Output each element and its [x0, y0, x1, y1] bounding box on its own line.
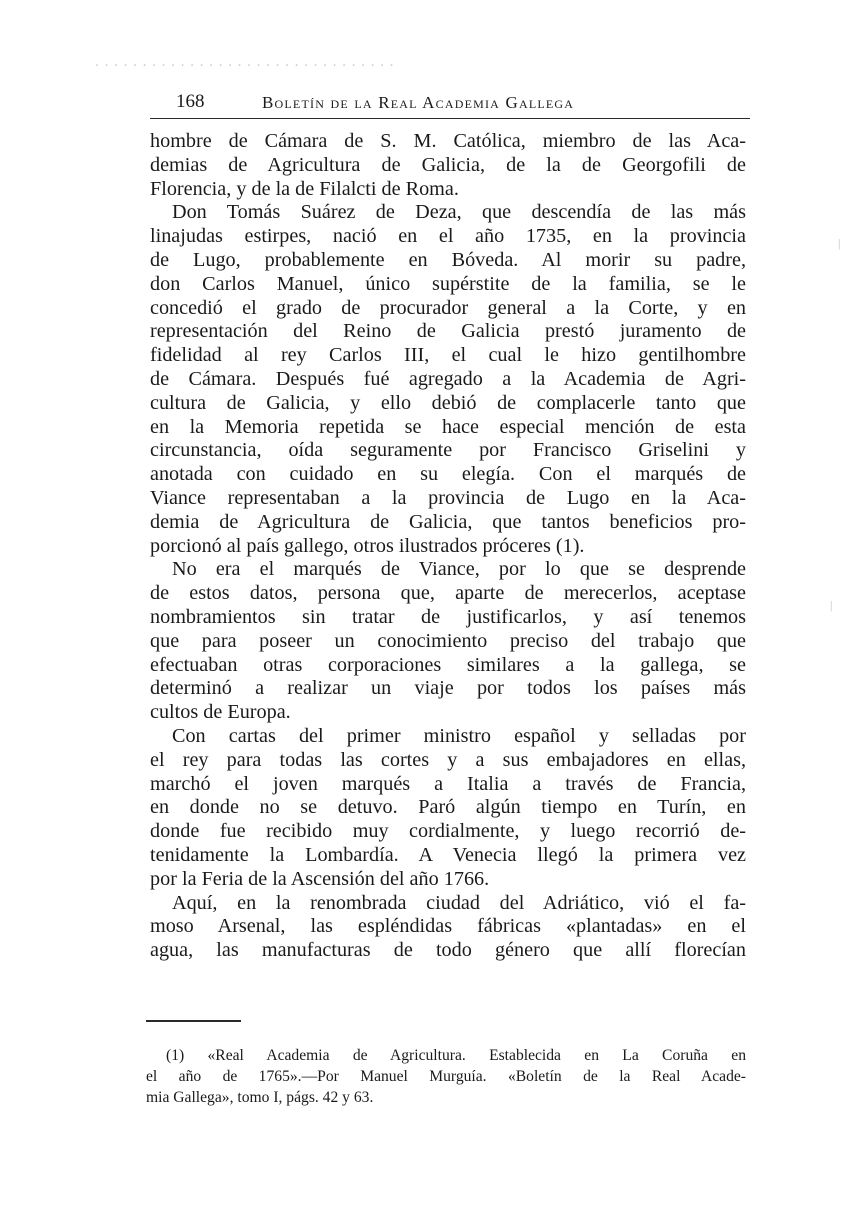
body-line: determinó a realizar un viaje por todos los países más	[150, 677, 746, 700]
body-line: porcionó al país gallego, otros ilustrados próceres (1).	[150, 534, 585, 557]
body-line: el rey para todas las cortes y a sus embajadores en ellas,	[150, 748, 746, 771]
body-line: de Cámara. Después fué agregado a la Academia de Agri-	[150, 367, 746, 390]
body-line: en donde no se detuvo. Paró algún tiempo en Turín, en	[150, 796, 746, 819]
body-line: demias de Agricultura de Galicia, de la de Georgofili de	[150, 153, 746, 176]
body-line: en la Memoria repetida se hace especial mención de esta	[150, 415, 746, 438]
body-line: cultura de Galicia, y ello debió de complacerle tanto que	[150, 391, 746, 414]
body-line: representación del Reino de Galicia prestó juramento de	[150, 320, 746, 343]
page-header	[176, 88, 750, 120]
footnote-line: (1) «Real Academia de Agricultura. Establecida en La Coruña en	[166, 1047, 746, 1064]
body-line: Aquí, en la renombrada ciudad del Adriático, vió el fa-	[172, 891, 746, 914]
body-line: anotada con cuidado en su elegía. Con el marqués de	[150, 463, 746, 486]
margin-speck: |	[830, 598, 833, 612]
body-line: concedió el grado de procurador general a la Corte, y en	[150, 296, 746, 319]
footnote	[146, 1045, 746, 1108]
header-rule	[150, 118, 750, 119]
body-line: por la Feria de la Ascensión del año 1766.	[150, 867, 490, 890]
body-line: circunstancia, oída seguramente por Francisco Griselini y	[150, 439, 746, 462]
body-text	[150, 130, 746, 963]
body-line: Florencia, y de la de Filalcti de Roma.	[150, 177, 459, 200]
margin-speck: |	[838, 236, 841, 250]
body-line: donde fue recibido muy cordialmente, y luego recorrió de-	[150, 820, 746, 843]
running-title: Boletín de la Real Academia Gallega	[262, 93, 575, 112]
footnote-line: mia Gallega», tomo I, págs. 42 y 63.	[146, 1089, 374, 1106]
page-number: 168	[176, 91, 205, 112]
footnote-line: el año de 1765».—Por Manuel Murguía. «Boletín de la Real Acade-	[146, 1068, 746, 1085]
body-line: don Carlos Manuel, único supérstite de la familia, se le	[150, 272, 746, 295]
body-line: Con cartas del primer ministro español y selladas por	[172, 724, 746, 747]
body-line: efectuaban otras corporaciones similares a la gallega, se	[150, 653, 746, 676]
body-line: fidelidad al rey Carlos III, el cual le hizo gentilhombre	[150, 344, 746, 367]
body-line: moso Arsenal, las espléndidas fábricas «plantadas» en el	[150, 915, 746, 938]
body-line: agua, las manufacturas de todo género que allí florecían	[150, 939, 746, 962]
body-line: marchó el joven marqués a Italia a través de Francia,	[150, 772, 746, 795]
body-line: cultos de Europa.	[150, 701, 291, 724]
body-line: de Lugo, probablemente en Bóveda. Al morir su padre,	[150, 248, 746, 271]
body-line: nombramientos sin tratar de justificarlos, y así tenemos	[150, 605, 746, 628]
body-line: demia de Agricultura de Galicia, que tantos beneficios pro-	[150, 510, 746, 533]
body-line: Don Tomás Suárez de Deza, que descendía de las más	[172, 201, 746, 224]
footnote-rule	[146, 1020, 241, 1022]
body-line: que para poseer un conocimiento preciso del trabajo que	[150, 629, 746, 652]
body-line: hombre de Cámara de S. M. Católica, miembro de las Aca-	[150, 130, 746, 152]
body-line: No era el marqués de Viance, por lo que se desprende	[172, 558, 746, 581]
body-line: tenidamente la Lombardía. A Venecia llegó la primera vez	[150, 843, 746, 866]
body-line: de estos datos, persona que, aparte de merecerlos, aceptase	[150, 582, 746, 605]
bleed-through-text: · · · · · · · · · · · · · · · · · · · · · · · · · · · · · · · ·	[95, 58, 395, 74]
body-line: linajudas estirpes, nació en el año 1735, en la provincia	[150, 225, 746, 248]
body-line: Viance representaban a la provincia de Lugo en la Aca-	[150, 486, 746, 509]
